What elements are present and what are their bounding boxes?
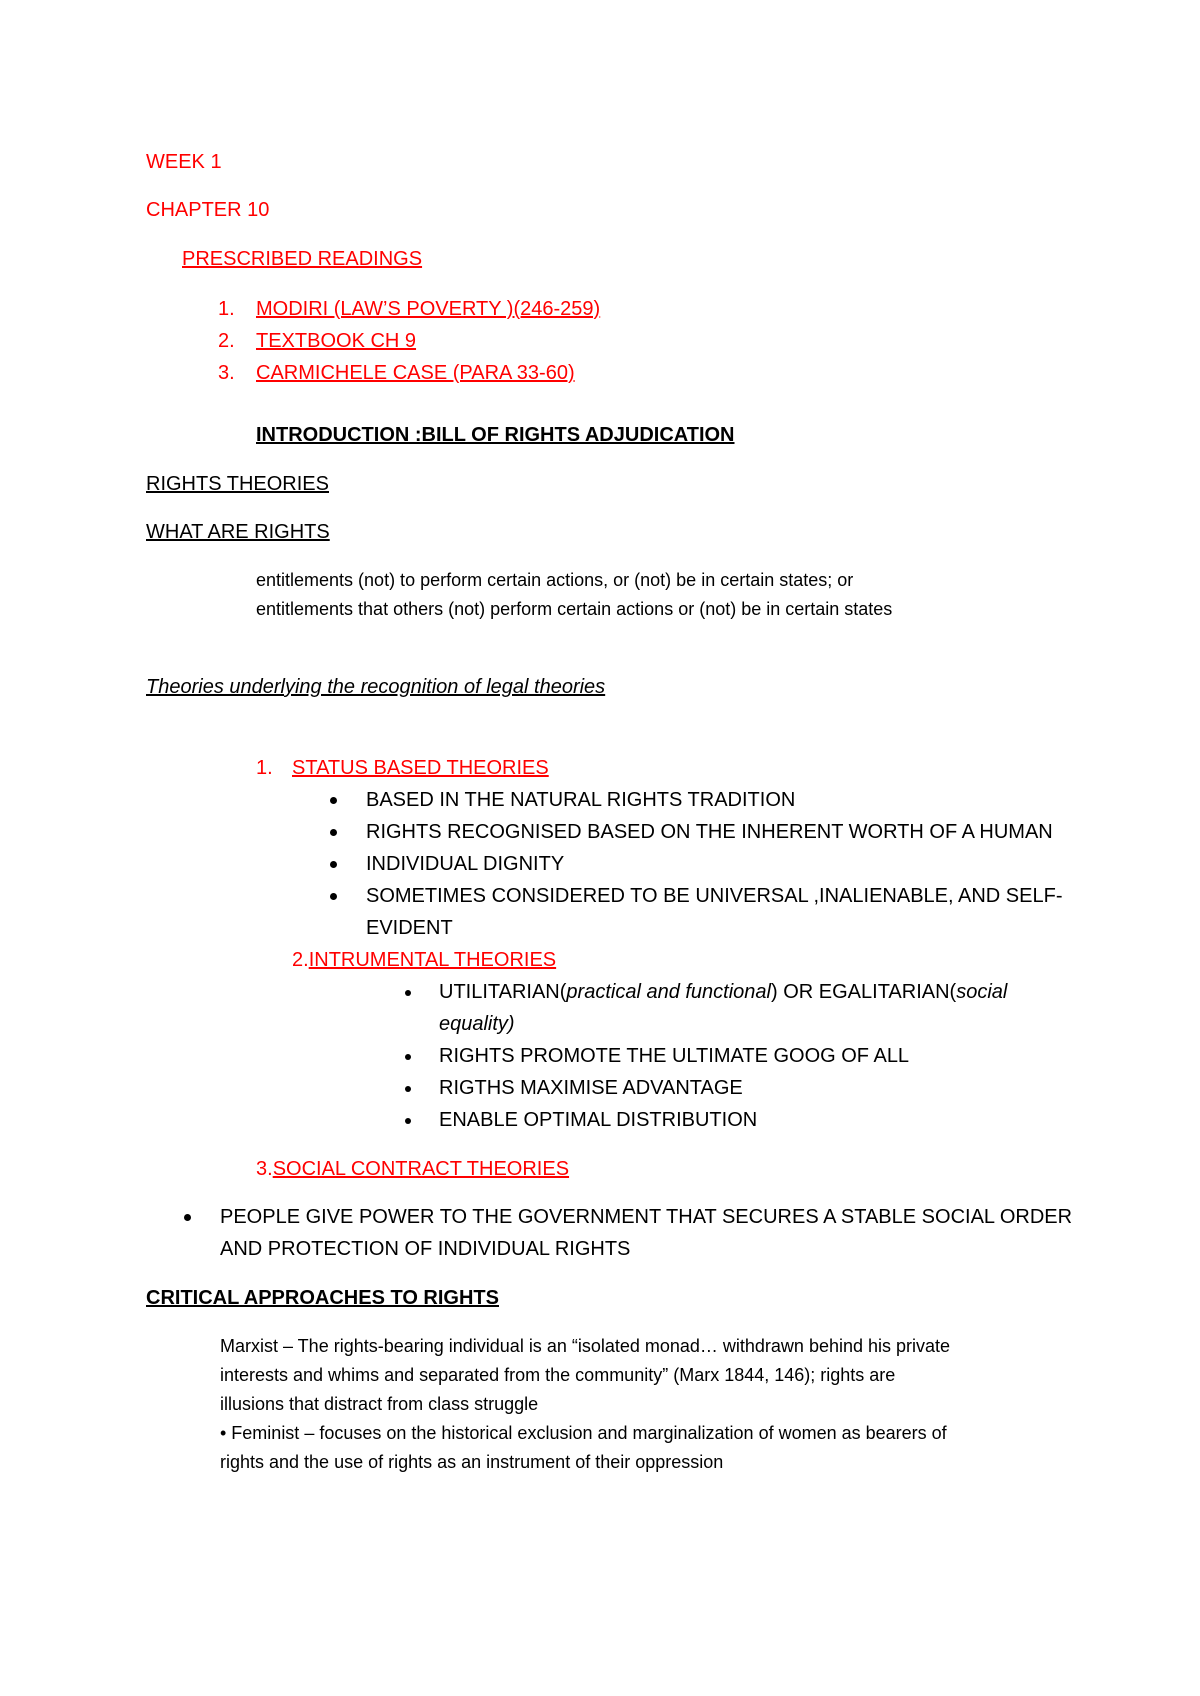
instrumental-bullet: RIGHTS PROMOTE THE ULTIMATE GOOG OF ALL <box>439 1045 910 1067</box>
reading-number: 3. <box>218 362 235 384</box>
theories-heading: Theories underlying the recognition of legal theories <box>146 676 606 698</box>
bullet-icon <box>405 990 411 996</box>
marxist-line: interests and whims and separated from the community” (Marx 1844, 146); rights are <box>220 1365 896 1385</box>
instrumental-bullet-continued: equality) <box>439 1013 515 1035</box>
bullet-text: ) OR EGALITARIAN( <box>771 981 957 1003</box>
bullet-icon <box>184 1214 191 1221</box>
bullet-icon <box>405 1118 411 1124</box>
bullet-icon <box>405 1086 411 1092</box>
instrumental-bullet: RIGTHS MAXIMISE ADVANTAGE <box>439 1077 743 1099</box>
status-bullet: SOMETIMES CONSIDERED TO BE UNIVERSAL ,INALIENABLE, AND SELF- <box>366 885 1063 907</box>
status-bullet: BASED IN THE NATURAL RIGHTS TRADITION <box>366 789 796 811</box>
instrumental-bullet <box>439 980 1007 1004</box>
social-contract-title-row <box>256 1157 569 1181</box>
theory-number: 2. <box>292 949 309 971</box>
bullet-icon <box>330 861 337 868</box>
status-bullet: INDIVIDUAL DIGNITY <box>366 853 565 875</box>
social-contract-line: PEOPLE GIVE POWER TO THE GOVERNMENT THAT SECURES A STABLE SOCIAL ORDER <box>220 1206 1073 1228</box>
reading-number: 1. <box>218 298 235 320</box>
status-bullet: RIGHTS RECOGNISED BASED ON THE INHERENT WORTH OF A HUMAN <box>366 821 1053 843</box>
feminist-line: • Feminist – focuses on the historical exclusion and marginalization of women as bearers of <box>220 1423 947 1443</box>
bullet-icon <box>330 893 337 900</box>
instrumental-title: INTRUMENTAL THEORIES <box>308 949 557 971</box>
theory-number: 1. <box>256 757 273 779</box>
instrumental-title-row <box>292 948 556 972</box>
social-contract-line: AND PROTECTION OF INDIVIDUAL RIGHTS <box>220 1238 631 1260</box>
what-are-rights-heading: WHAT ARE RIGHTS <box>146 521 330 543</box>
bullet-text-italic: practical and functional <box>566 981 771 1003</box>
reading-number: 2. <box>218 330 235 352</box>
readings-title: PRESCRIBED READINGS <box>182 248 423 270</box>
rights-definition-line: entitlements (not) to perform certain actions, or (not) be in certain states; or <box>256 570 854 590</box>
week-label: WEEK 1 <box>146 151 222 173</box>
theory-number: 3. <box>256 1158 273 1180</box>
marxist-line: Marxist – The rights-bearing individual is an “isolated monad… withdrawn behind his private <box>220 1336 951 1356</box>
social-contract-title: SOCIAL CONTRACT THEORIES <box>272 1158 570 1180</box>
bullet-icon <box>405 1054 411 1060</box>
chapter-label: CHAPTER 10 <box>146 199 270 221</box>
reading-item: MODIRI (LAW’S POVERTY )(246-259) <box>256 298 601 320</box>
rights-theories-heading: RIGHTS THEORIES <box>146 473 329 495</box>
bullet-text-italic: social <box>956 981 1008 1003</box>
rights-definition-line: entitlements that others (not) perform certain actions or (not) be in certain states <box>256 599 893 619</box>
bullet-icon <box>330 797 337 804</box>
reading-item: TEXTBOOK CH 9 <box>256 330 417 352</box>
status-based-title: STATUS BASED THEORIES <box>292 757 549 779</box>
bullet-icon <box>330 829 337 836</box>
reading-item: CARMICHELE CASE (PARA 33-60) <box>256 362 575 384</box>
bullet-text: UTILITARIAN( <box>439 981 567 1003</box>
critical-heading: CRITICAL APPROACHES TO RIGHTS <box>146 1287 499 1309</box>
instrumental-bullet: ENABLE OPTIMAL DISTRIBUTION <box>439 1109 758 1131</box>
status-bullet-continued: EVIDENT <box>366 917 453 939</box>
feminist-line: rights and the use of rights as an instrument of their oppression <box>220 1452 724 1472</box>
intro-heading: INTRODUCTION :BILL OF RIGHTS ADJUDICATION <box>256 424 735 446</box>
marxist-line: illusions that distract from class struggle <box>220 1394 539 1414</box>
